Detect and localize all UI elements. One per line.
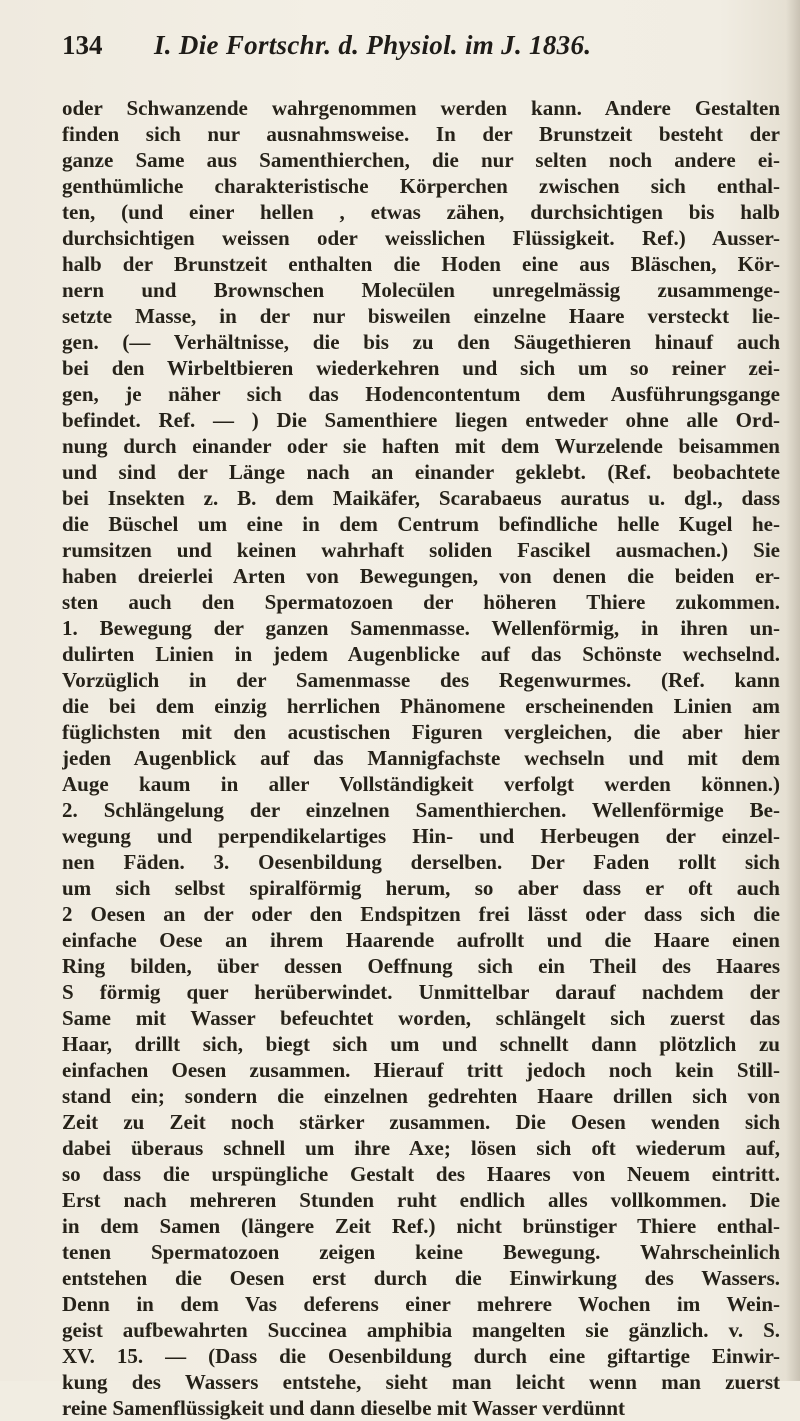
- text-line: Vorzüglich in der Samenmasse des Regenwurmes. (Ref. kann: [62, 668, 780, 692]
- text-line: bei Insekten z. B. dem Maikäfer, Scarabaeus auratus u. dgl., dass: [62, 486, 780, 510]
- text-line: ten, (und einer hellen , etwas zähen, durchsichtigen bis halb: [62, 200, 780, 224]
- text-line: dulirten Linien in jedem Augenblicke auf das Schönste wechselnd.: [62, 642, 780, 666]
- text-line: finden sich nur ausnahmsweise. In der Brunstzeit besteht der: [62, 122, 780, 146]
- running-title: I. Die Fortschr. d. Physiol. im J. 1836.: [154, 30, 592, 60]
- text-line: setzte Masse, in der nur bisweilen einzelne Haare versteckt lie-: [62, 304, 780, 328]
- text-line: so dass die urspüngliche Gestalt des Haares von Neuem eintritt.: [62, 1162, 780, 1186]
- text-line: Ring bilden, über dessen Oeffnung sich ein Theil des Haares: [62, 954, 780, 978]
- text-line: halb der Brunstzeit enthalten die Hoden eine aus Bläschen, Kör-: [62, 252, 780, 276]
- text-line: dabei überaus schnell um ihre Axe; lösen sich oft wiederum auf,: [62, 1136, 780, 1160]
- text-line: nen Fäden. 3. Oesenbildung derselben. Der Faden rollt sich: [62, 850, 780, 874]
- text-line: entstehen die Oesen erst durch die Einwirkung des Wassers.: [62, 1266, 780, 1290]
- text-line: einfachen Oesen zusammen. Hierauf tritt jedoch noch kein Still-: [62, 1058, 780, 1082]
- text-line: um sich selbst spiralförmig herum, so aber dass er oft auch: [62, 876, 780, 900]
- text-line: haben dreierlei Arten von Bewegungen, von denen die beiden er-: [62, 564, 780, 588]
- text-line: befindet. Ref. — ) Die Samenthiere liegen entweder ohne alle Ord-: [62, 408, 780, 432]
- text-line: die bei dem einzig herrlichen Phänomene erscheinenden Linien am: [62, 694, 780, 718]
- text-line: oder Schwanzende wahrgenommen werden kann. Andere Gestalten: [62, 96, 780, 120]
- text-line: einfache Oese an ihrem Haarende aufrollt und die Haare einen: [62, 928, 780, 952]
- text-line: ganze Same aus Samenthierchen, die nur selten noch andere ei-: [62, 148, 780, 172]
- text-line: sten auch den Spermatozoen der höheren Thiere zukommen.: [62, 590, 780, 614]
- text-line: jeden Augenblick auf das Mannigfachste wechseln und mit dem: [62, 746, 780, 770]
- page-number: 134: [62, 30, 103, 60]
- text-line: und sind der Länge nach an einander geklebt. (Ref. beobachtete: [62, 460, 780, 484]
- text-line: durchsichtigen weissen oder weisslichen Flüssigkeit. Ref.) Ausser-: [62, 226, 780, 250]
- text-line: rumsitzen und keinen wahrhaft soliden Fascikel ausmachen.) Sie: [62, 538, 780, 562]
- page-header: [62, 30, 762, 70]
- text-line: 2. Schlängelung der einzelnen Samenthierchen. Wellenförmige Be-: [62, 798, 780, 822]
- text-line: genthümliche charakteristische Körperchen zwischen sich enthal-: [62, 174, 780, 198]
- text-line: reine Samenflüssigkeit und dann dieselbe mit Wasser verdünnt: [62, 1396, 626, 1420]
- text-line: die Büschel um eine in dem Centrum befindliche helle Kugel he-: [62, 512, 780, 536]
- text-line: Auge kaum in aller Vollständigkeit verfolgt werden können.): [62, 772, 780, 796]
- text-line: Zeit zu Zeit noch stärker zusammen. Die Oesen wenden sich: [62, 1110, 780, 1134]
- text-line: XV. 15. — (Dass die Oesenbildung durch eine giftartige Einwir-: [62, 1344, 780, 1368]
- text-line: 2 Oesen an der oder den Endspitzen frei lässt oder dass sich die: [62, 902, 780, 926]
- page-edge-shadow: [786, 0, 800, 1381]
- text-line: Haar, drillt sich, biegt sich um und schnellt dann plötzlich zu: [62, 1032, 780, 1056]
- text-line: stand ein; sondern die einzelnen gedrehten Haare drillen sich von: [62, 1084, 780, 1108]
- text-line: gen, je näher sich das Hodencontentum dem Ausführungsgange: [62, 382, 780, 406]
- text-line: bei den Wirbeltbieren wiederkehren und sich um so reiner zei-: [62, 356, 780, 380]
- text-line: kung des Wassers entstehe, sieht man leicht wenn man zuerst: [62, 1370, 780, 1394]
- text-line: in dem Samen (längere Zeit Ref.) nicht brünstiger Thiere enthal-: [62, 1214, 780, 1238]
- text-line: tenen Spermatozoen zeigen keine Bewegung. Wahrscheinlich: [62, 1240, 780, 1264]
- text-line: geist aufbewahrten Succinea amphibia mangelten sie gänzlich. v. S.: [62, 1318, 780, 1342]
- body-text: [62, 95, 780, 1421]
- text-line: wegung und perpendikelartiges Hin- und Herbeugen der einzel-: [62, 824, 780, 848]
- text-line: S förmig quer herüberwindet. Unmittelbar darauf nachdem der: [62, 980, 780, 1004]
- text-line: Erst nach mehreren Stunden ruht endlich alles vollkommen. Die: [62, 1188, 780, 1212]
- text-line: nern und Brownschen Molecülen unregelmässig zusammenge-: [62, 278, 780, 302]
- text-line: Denn in dem Vas deferens einer mehrere Wochen im Wein-: [62, 1292, 780, 1316]
- text-line: Same mit Wasser befeuchtet worden, schlängelt sich zuerst das: [62, 1006, 780, 1030]
- text-line: 1. Bewegung der ganzen Samenmasse. Wellenförmig, in ihren un-: [62, 616, 780, 640]
- text-line: nung durch einander oder sie haften mit dem Wurzelende beisammen: [62, 434, 780, 458]
- text-line: füglichsten mit den acustischen Figuren vergleichen, die aber hier: [62, 720, 780, 744]
- text-line: gen. (— Verhältnisse, die bis zu den Säugethieren hinauf auch: [62, 330, 780, 354]
